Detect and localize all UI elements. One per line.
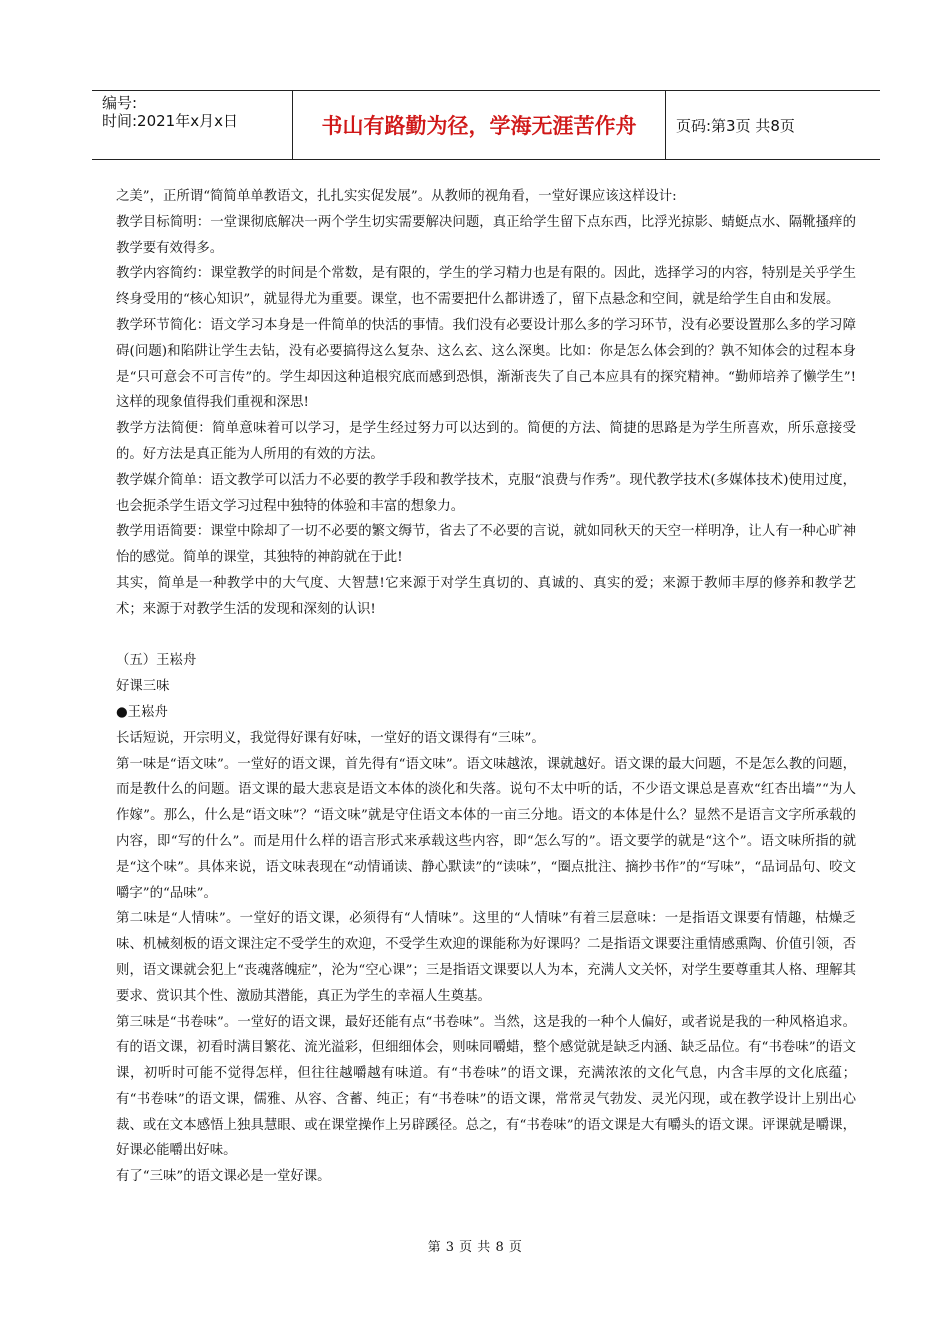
footer-page-number: 第 3 页 共 8 页 [427, 1240, 523, 1255]
paragraph: 之美”，正所谓“简简单单教语文，扎扎实实促发展”。从教师的视角看，一堂好课应该这样设计: [116, 189, 677, 204]
document-number-label: 编号: [102, 94, 138, 112]
paragraph: 有了“三味”的语文课必是一堂好课。 [116, 1169, 331, 1185]
paragraph: 教学媒介简单：语文教学可以活力不必要的教学手段和教学技术，克服“浪费与作秀”。现代教学技术(多媒体技术)使用过度，也会扼杀学生语文学习过程中独特的体验和丰富的想象力。 [116, 472, 856, 514]
section-heading: （五）王崧舟 [116, 653, 197, 669]
page-header [92, 90, 880, 160]
paragraph: 教学方法简便：简单意味着可以学习，是学生经过努力可以达到的。简便的方法、简捷的思路是为学生所喜欢，所乐意接受的。好方法是真正能为人所用的有效的方法。 [116, 421, 856, 462]
paragraph: 第三味是“书卷味”。一堂好的语文课，最好还能有点“书卷味”。当然，这是我的一种个人偏好，或者说是我的一种风格追求。有的语文课，初看时满目繁花、流光溢彩，但细细体会，则味同嚼蜡，整个感觉就是缺乏内涵、缺乏品位。有“书卷味”的语文课，初听时可能不觉得怎样，但往往越嚼越有味道。有“书卷味”的语文课，充满浓浓的文化气息，内含丰厚的文化底蕴；有“书卷味”的语文课，儒雅、从容、含蓄、纯正；有“书卷味”的语文课，常常灵气勃发、灵光闪现，或在教学设计上别出心裁、或在文本感悟上独具慧眼、或在课堂操作上另辟蹊径。总之，有“书卷味”的语文课是大有嚼头的语文课。评课就是嚼课，好课必能嚼出好味。 [116, 1014, 856, 1159]
document-body [116, 184, 856, 1190]
paragraph: 教学目标简明：一堂课彻底解决一两个学生切实需要解决问题，真正给学生留下点东西，比浮光掠影、蜻蜓点水、隔靴搔痒的教学要有效得多。 [116, 214, 856, 256]
paragraph: 第一味是“语文味”。一堂好的语文课，首先得有“语文味”。语文味越浓，课就越好。语文课的最大问题，不是怎么教的问题，而是教什么的问题。语文课的最大悲哀是语文本体的淡化和失落。说句不太中听的话，不少语文课总是喜欢“红杏出墙”“为人作嫁”。那么，什么是“语文味”？“语文味”就是守住语文本体的一亩三分地。语文的本体是什么？显然不是语言文字所承载的内容，即“写的什么”。而是用什么样的语言形式来承载这些内容，即“怎么写的”。语文要学的就是“这个”。语文味所指的就是“这个味”。具体来说，语文味表现在“动情诵读、静心默读”的“读味”，“圈点批注、摘抄书作”的“写味”，“品词品句、咬文嚼字”的“品味”。 [116, 756, 856, 901]
document-time-label: 时间:2021年x月x日 [102, 112, 238, 130]
page-footer [0, 1236, 950, 1255]
paragraph: 其实，简单是一种教学中的大气度、大智慧!它来源于对学生真切的、真诚的、真实的爱；来源于教师丰厚的修养和教学艺术；来源于对教学生活的发现和深刻的认识! [116, 575, 856, 617]
header-motto: 书山有路勤为径，学海无涯苦作舟 [293, 91, 666, 159]
header-page-number: 页码:第3页 共8页 [676, 116, 795, 135]
article-title: 好课三味 [116, 679, 170, 695]
paragraph: 教学内容简约：课堂教学的时间是个常数，是有限的，学生的学习精力也是有限的。因此，选择学习的内容，特别是关乎学生终身受用的“核心知识”，就显得尤为重要。课堂，也不需要把什么都讲透了，留下点悬念和空间，就是给学生自由和发展。 [116, 266, 856, 308]
header-info-cell [92, 91, 293, 159]
paragraph: 教学环节简化：语文学习本身是一件简单的快活的事情。我们没有必要设计那么多的学习环节，没有必要设置那么多的学习障碍(问题)和陷阱让学生去钻，没有必要搞得这么复杂、这么玄、这么深奥。比如：你是怎么体会到的？孰不知体会的过程本身是“只可意会不可言传”的。学生却因这种追根究底而感到恐惧，渐渐丧失了自己本应具有的探究精神。“勤师培养了懒学生”!这样的现象值得我们重视和深思! [116, 317, 856, 411]
article-author: ●王崧舟 [116, 704, 168, 720]
paragraph-gap [116, 623, 856, 649]
paragraph: 第二味是“人情味”。一堂好的语文课，必须得有“人情味”。这里的“人情味”有着三层意味：一是指语文课要有情趣，枯燥乏味、机械刻板的语文课注定不受学生的欢迎，不受学生欢迎的课能称为好课吗？二是指语文课要注重情感熏陶、价值引领，否则，语文课就会犯上“丧魂落魄症”，沦为“空心课”；三是指语文课要以人为本，充满人文关怀，对学生要尊重其人格、理解其要求、赏识其个性、激励其潜能，真正为学生的幸福人生奠基。 [116, 911, 856, 1004]
paragraph: 教学用语简要：课堂中除却了一切不必要的繁文缛节，省去了不必要的言说，就如同秋天的天空一样明净，让人有一种心旷神怡的感觉。简单的课堂，其独特的神韵就在于此! [116, 524, 856, 566]
paragraph: 长话短说，开宗明义，我觉得好课有好味，一堂好的语文课得有“三味”。 [116, 730, 545, 746]
